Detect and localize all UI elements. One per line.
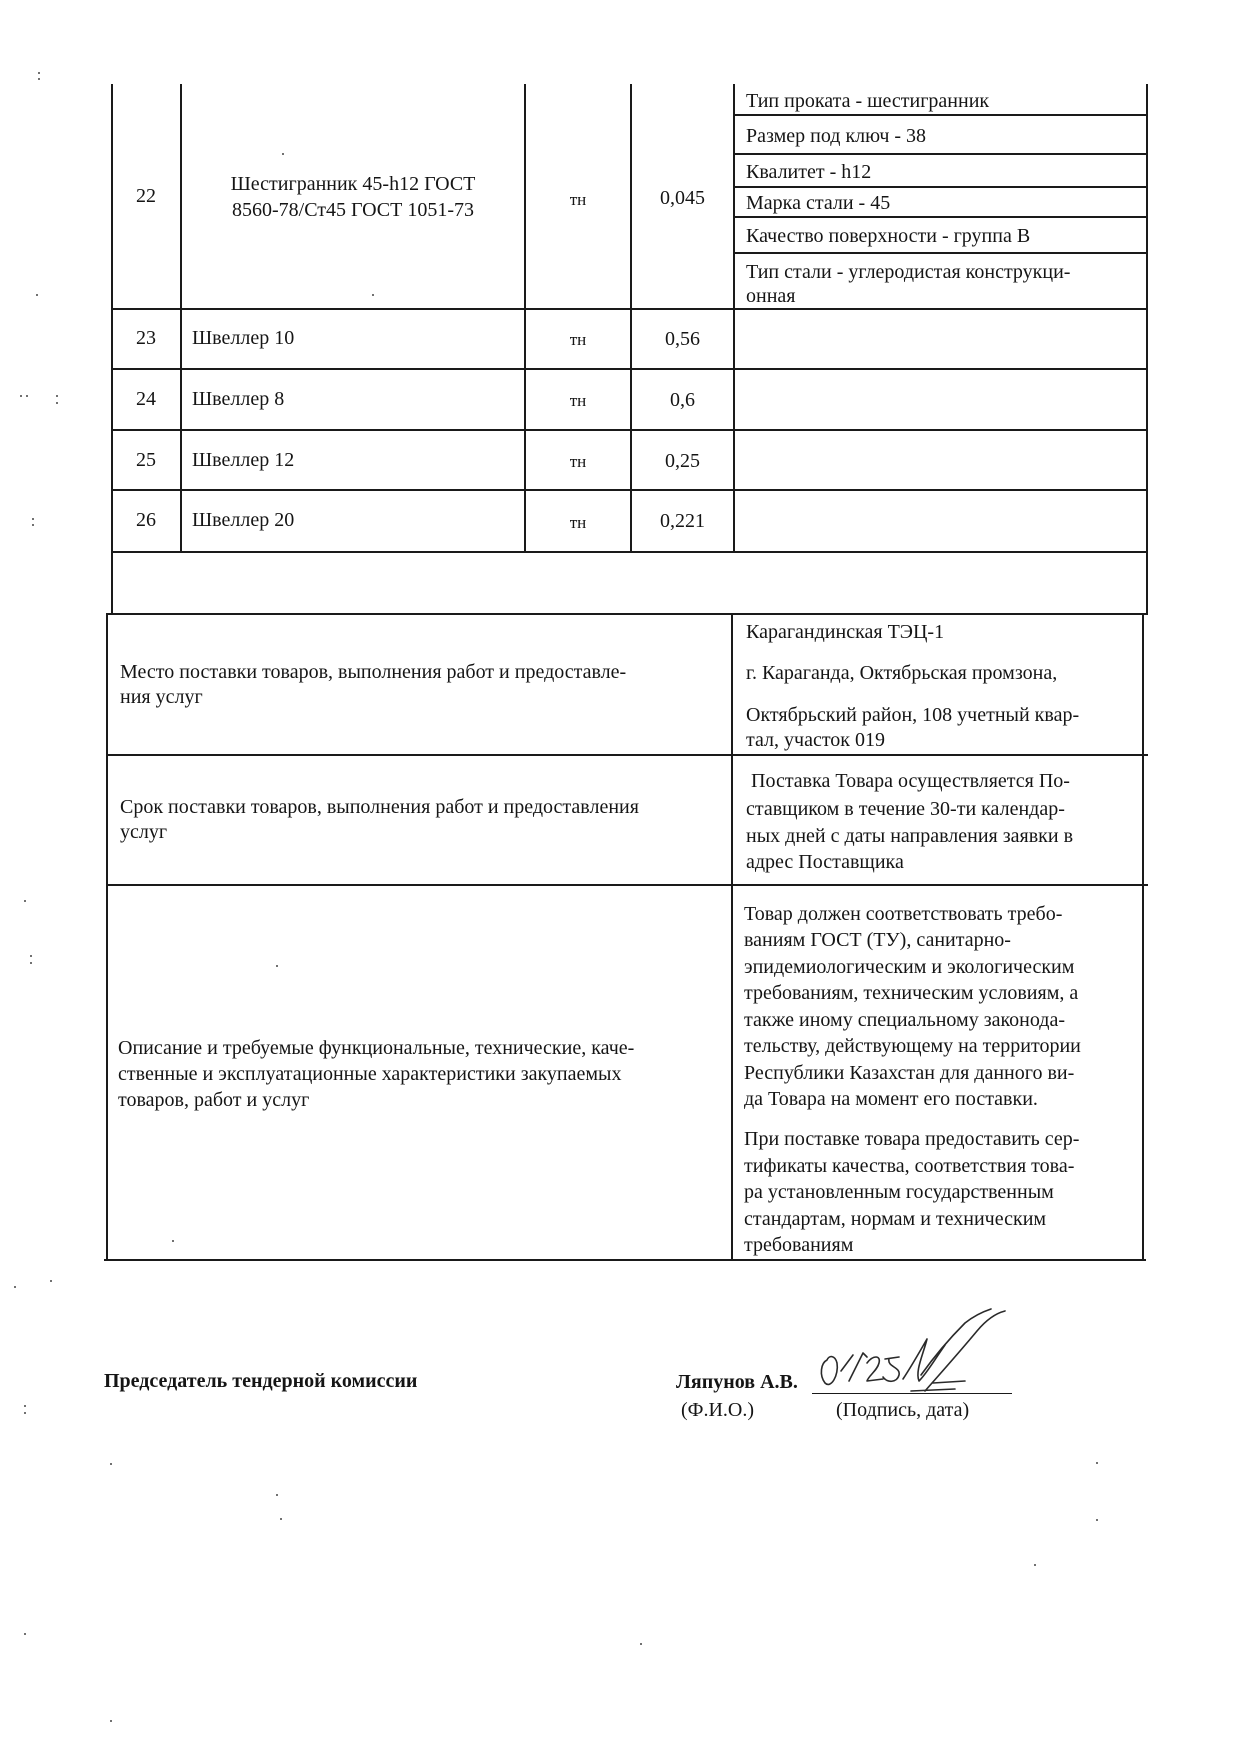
spec-line: Квалитет - h12: [746, 161, 872, 183]
terms-col-divider: [731, 613, 733, 1259]
row-number: 22: [136, 185, 156, 207]
spec-line: Марка стали - 45: [746, 192, 891, 214]
desc-value-line: тельству, действующему на территории: [744, 1035, 1081, 1057]
spec-divider: [733, 186, 1147, 188]
desc-label-line: ственные и эксплуатационные характеристики закупаемых: [118, 1063, 622, 1085]
term-label-line: услуг: [120, 821, 168, 843]
place-value-line: тал, участок 019: [746, 729, 886, 751]
item-unit: тн: [569, 190, 587, 209]
table-col-divider: [180, 84, 182, 552]
desc-value-line: При поставке товара предоставить сер-: [744, 1128, 1080, 1150]
spec-divider: [733, 216, 1147, 218]
desc-label-line: товаров, работ и услуг: [118, 1089, 310, 1111]
item-name: Швеллер 8: [192, 388, 285, 410]
place-label-line: ния услуг: [120, 686, 203, 708]
desc-value-line: тификаты качества, соответствия това-: [744, 1155, 1075, 1177]
row-number: 24: [136, 388, 156, 410]
spec-line: Тип проката - шестигранник: [746, 90, 990, 112]
table-col-divider: [524, 84, 526, 552]
handwritten-signature: [815, 1305, 1015, 1400]
spec-divider: [733, 153, 1147, 155]
desc-label-line: Описание и требуемые функциональные, технические, каче-: [118, 1037, 635, 1059]
band-border-left: [111, 552, 113, 614]
item-quantity: 0,221: [660, 510, 705, 532]
desc-value-line: ра установленным государственным: [744, 1181, 1054, 1203]
place-value-line: г. Караганда, Октябрьская промзона,: [746, 662, 1058, 684]
desc-value-line: эпидемиологическим и экологическим: [744, 956, 1075, 978]
desc-value-line: да Товара на момент его поставки.: [744, 1088, 1038, 1110]
row-divider: [111, 429, 1148, 431]
item-name: Швеллер 20: [192, 509, 295, 531]
chairman-title: Председатель тендерной комиссии: [104, 1370, 418, 1392]
item-unit: тн: [569, 330, 587, 349]
spec-line: онная: [746, 285, 796, 307]
term-value-line: ных дней с даты направления заявки в: [746, 825, 1074, 847]
row-number: 25: [136, 449, 156, 471]
spec-divider: [733, 252, 1147, 254]
terms-row-divider: [106, 754, 1148, 756]
item-unit: тн: [569, 452, 587, 471]
desc-value-line: также иному специальному законода-: [744, 1009, 1066, 1031]
item-name-line: Шестигранник 45-h12 ГОСТ: [230, 173, 476, 195]
term-value-line: адрес Поставщика: [746, 851, 904, 873]
spec-divider: [733, 114, 1147, 116]
desc-value-line: ваниям ГОСТ (ТУ), санитарно-: [744, 929, 1011, 951]
signature-caption: (Подпись, дата): [836, 1399, 970, 1421]
row-number: 26: [136, 509, 156, 531]
term-label-line: Срок поставки товаров, выполнения работ и предоставления: [120, 796, 639, 818]
row-divider: [111, 489, 1148, 491]
place-value-line: Октябрьский район, 108 учетный квар-: [746, 704, 1080, 726]
chairman-name: Ляпунов А.В.: [676, 1371, 798, 1393]
terms-border-left: [106, 613, 108, 1259]
item-name: Швеллер 12: [192, 449, 295, 471]
terms-row-divider: [106, 884, 1148, 886]
term-value-line: ставщиком в течение 30-ти календар-: [746, 798, 1065, 820]
row-divider: [111, 308, 1148, 310]
place-value-line: Карагандинская ТЭЦ-1: [746, 621, 945, 643]
row-divider: [111, 551, 1148, 553]
desc-value-line: требованиям, техническим условиям, а: [744, 982, 1079, 1004]
item-quantity: 0,25: [665, 450, 700, 472]
item-quantity: 0,045: [660, 187, 705, 209]
table-border-left: [111, 84, 113, 552]
place-label-line: Место поставки товаров, выполнения работ и предоставле-: [120, 661, 627, 683]
desc-value-line: требованиям: [744, 1234, 854, 1256]
desc-value-line: стандартам, нормам и техническим: [744, 1208, 1047, 1230]
band-border-right: [1146, 552, 1148, 614]
terms-border-bottom: [104, 1259, 1146, 1261]
item-unit: тн: [569, 513, 587, 532]
fio-caption: (Ф.И.О.): [681, 1399, 755, 1421]
row-number: 23: [136, 327, 156, 349]
item-quantity: 0,6: [670, 389, 695, 411]
spec-line: Тип стали - углеродистая конструкци-: [746, 261, 1071, 283]
term-value-line: Поставка Товара осуществляется По-: [746, 770, 1070, 792]
desc-value-line: Товар должен соответствовать требо-: [744, 903, 1063, 925]
item-name-line: 8560-78/Ст45 ГОСТ 1051-73: [231, 199, 474, 221]
item-unit: тн: [569, 391, 587, 410]
spec-line: Размер под ключ - 38: [746, 125, 927, 147]
terms-border-right: [1142, 613, 1144, 1261]
row-divider: [111, 368, 1148, 370]
item-name: Швеллер 10: [192, 327, 295, 349]
terms-border-top: [106, 613, 1148, 615]
desc-value-line: Республики Казахстан для данного ви-: [744, 1062, 1075, 1084]
table-col-divider: [630, 84, 632, 552]
item-quantity: 0,56: [665, 328, 700, 350]
spec-line: Качество поверхности - группа В: [746, 225, 1031, 247]
